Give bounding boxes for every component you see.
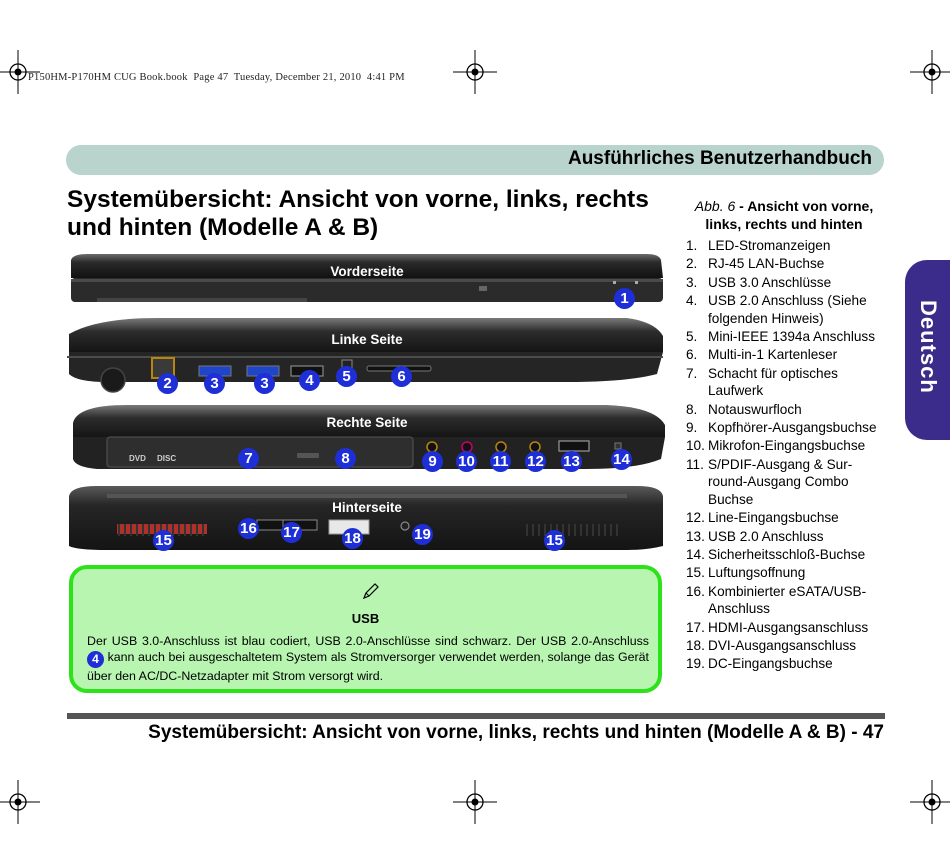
legend-item <box>686 365 886 400</box>
header-bar-title: Ausführliches Benutzerhandbuch <box>567 148 872 169</box>
legend-item-text: Schacht für optisches Laufwerk <box>708 365 838 399</box>
right-view-label: Rechte Seite <box>326 415 408 430</box>
legend-item-number: 18. <box>686 637 705 653</box>
callout-badge-18: 18 <box>342 528 363 549</box>
callout-badge-4: 4 <box>299 370 320 391</box>
legend-item <box>686 237 886 254</box>
page-title: Systemübersicht: Ansicht von vorne, links, rechts und hinten (Modelle A & B) <box>67 186 649 241</box>
legend-item-number: 19. <box>686 656 705 672</box>
print-header: P150HM-P170HM CUG Book.book Page 47 Tuesday, December 21, 2010 4:41 PM <box>28 72 405 83</box>
legend-item-number: 5. <box>686 329 698 345</box>
usb-note-box <box>69 565 662 693</box>
legend-item-text: Luftungsoffnung <box>708 565 806 581</box>
registration-mark-bottom-center <box>453 780 497 824</box>
registration-mark-top-center <box>453 50 497 94</box>
legend-item-text: DC-Eingangsbuchse <box>708 656 833 672</box>
legend-item <box>686 274 886 291</box>
legend-item <box>686 583 886 618</box>
callout-badge-9: 9 <box>422 451 443 472</box>
svg-text:DISC: DISC <box>157 454 177 463</box>
note-inline-badge: 4 <box>87 651 104 668</box>
legend-item-text: USB 2.0 Anschluss (Siehe folgenden Hinweis) <box>708 293 867 326</box>
legend-item-number: 12. <box>686 510 705 526</box>
registration-mark-bottom-left <box>0 780 40 824</box>
legend-item-text: DVI-Ausgangsanschluss <box>708 637 857 653</box>
legend-item-number: 11. <box>686 456 704 472</box>
callout-badge-14: 14 <box>611 449 632 470</box>
legend-item-text: RJ-45 LAN-Buchse <box>708 256 825 272</box>
callout-badge-15a: 15 <box>153 530 174 551</box>
laptop-left-view <box>67 316 667 398</box>
callout-badge-1: 1 <box>614 288 635 309</box>
legend-item <box>686 346 886 363</box>
legend-item-number: 3. <box>686 274 698 290</box>
legend-item-number: 2. <box>686 256 698 272</box>
legend-item-number: 15. <box>686 565 705 581</box>
callout-badge-16: 16 <box>238 518 259 539</box>
legend-item-number: 6. <box>686 347 698 363</box>
legend-item <box>686 637 886 654</box>
callout-badge-8: 8 <box>335 448 356 469</box>
legend-item-text: Line-Eingangsbuchse <box>708 510 839 526</box>
note-text-part2: kann auch bei ausgeschaltetem System als Stromversorger verwendet werden, solange das Gerät über den AC/DC-Netzadapter mit Strom versorgt wird. <box>87 650 649 684</box>
legend-item <box>686 456 886 508</box>
callout-badge-12: 12 <box>525 451 546 472</box>
callout-badge-13: 13 <box>561 451 582 472</box>
legend-item-text: S/PDIF-Ausgang & Sur-round-Ausgang Combo Buchse <box>708 456 853 507</box>
legend-item-text: LED-Stromanzeigen <box>708 238 831 253</box>
legend-item <box>686 619 886 636</box>
legend-item-number: 13. <box>686 528 705 544</box>
legend-item-number: 1. <box>686 238 698 253</box>
callout-badge-5: 5 <box>336 366 357 387</box>
legend-item <box>686 509 886 526</box>
callout-badge-3a: 3 <box>204 373 225 394</box>
front-view-label: Vorderseite <box>330 264 404 279</box>
legend-item <box>686 255 886 272</box>
legend-item <box>686 437 886 454</box>
legend-item <box>686 564 886 581</box>
legend-item <box>686 292 886 327</box>
callout-badge-2: 2 <box>157 373 178 394</box>
figure-title: - Ansicht von vorne, links, rechts und hinten <box>705 198 874 232</box>
legend-item-number: 16. <box>686 583 705 599</box>
registration-mark-top-right <box>910 50 950 94</box>
laptop-front-image <box>67 252 667 310</box>
legend-item-text: Kopfhörer-Ausgangsbuchse <box>708 420 877 436</box>
legend-item <box>686 528 886 545</box>
legend-item-text: USB 3.0 Anschlüsse <box>708 274 832 290</box>
legend-item <box>686 546 886 563</box>
left-view-label: Linke Seite <box>331 332 403 347</box>
legend-item-number: 7. <box>686 365 698 381</box>
footer-title: Systemübersicht: Ansicht von vorne, links, rechts und hinten (Modelle A & B) - 47 <box>148 722 884 743</box>
legend-item-number: 4. <box>686 293 698 309</box>
callout-badge-15b: 15 <box>544 530 565 551</box>
legend-item-text: Notauswurfloch <box>708 401 802 417</box>
note-title: USB <box>351 611 380 626</box>
legend-item-text: Kombinierter eSATA/USB-Anschluss <box>708 583 867 617</box>
legend-item <box>686 655 886 672</box>
legend-item-text: USB 2.0 Anschluss <box>708 528 824 544</box>
legend-item <box>686 401 886 418</box>
callout-badge-19: 19 <box>412 524 433 545</box>
callout-badge-6: 6 <box>391 366 412 387</box>
legend-item-text: HDMI-Ausgangsanschluss <box>708 619 869 635</box>
callout-badge-7: 7 <box>238 448 259 469</box>
registration-mark-bottom-right <box>910 780 950 824</box>
legend-item-number: 10. <box>686 438 705 454</box>
legend-item-text: Sicherheitsschloß-Buchse <box>708 546 866 562</box>
legend-item-text: Multi-in-1 Kartenleser <box>708 347 838 363</box>
back-view-label: Hinterseite <box>332 500 402 515</box>
header-bar <box>66 145 884 175</box>
legend-item-number: 9. <box>686 420 698 436</box>
callout-badge-11: 11 <box>490 451 511 472</box>
note-text-part1: Der USB 3.0-Anschluss ist blau codiert, USB 2.0-Anschlüsse sind schwarz. Der USB 2.0-Anschluss <box>87 634 649 648</box>
footer-rule <box>67 713 885 719</box>
svg-text:DVD: DVD <box>129 454 146 463</box>
laptop-front-view <box>67 252 667 310</box>
note-text <box>87 633 649 684</box>
legend-item-number: 17. <box>686 619 705 635</box>
callout-badge-17: 17 <box>281 522 302 543</box>
legend-item-text: Mini-IEEE 1394a Anschluss <box>708 329 875 345</box>
legend-item <box>686 328 886 345</box>
figure-legend <box>686 237 886 674</box>
figure-caption <box>686 197 882 233</box>
figure-number: Abb. 6 <box>694 198 736 214</box>
legend-item-number: 14. <box>686 546 705 562</box>
legend-item-number: 8. <box>686 401 698 417</box>
callout-badge-3b: 3 <box>254 373 275 394</box>
pencil-icon <box>361 581 381 601</box>
laptop-back-view <box>67 484 667 554</box>
language-tab-label: Deutsch <box>916 300 941 394</box>
callout-badge-10: 10 <box>456 451 477 472</box>
legend-item-text: Mikrofon-Eingangsbuchse <box>708 438 866 454</box>
legend-item <box>686 419 886 436</box>
language-tab[interactable] <box>905 260 950 440</box>
laptop-right-view <box>67 403 667 481</box>
